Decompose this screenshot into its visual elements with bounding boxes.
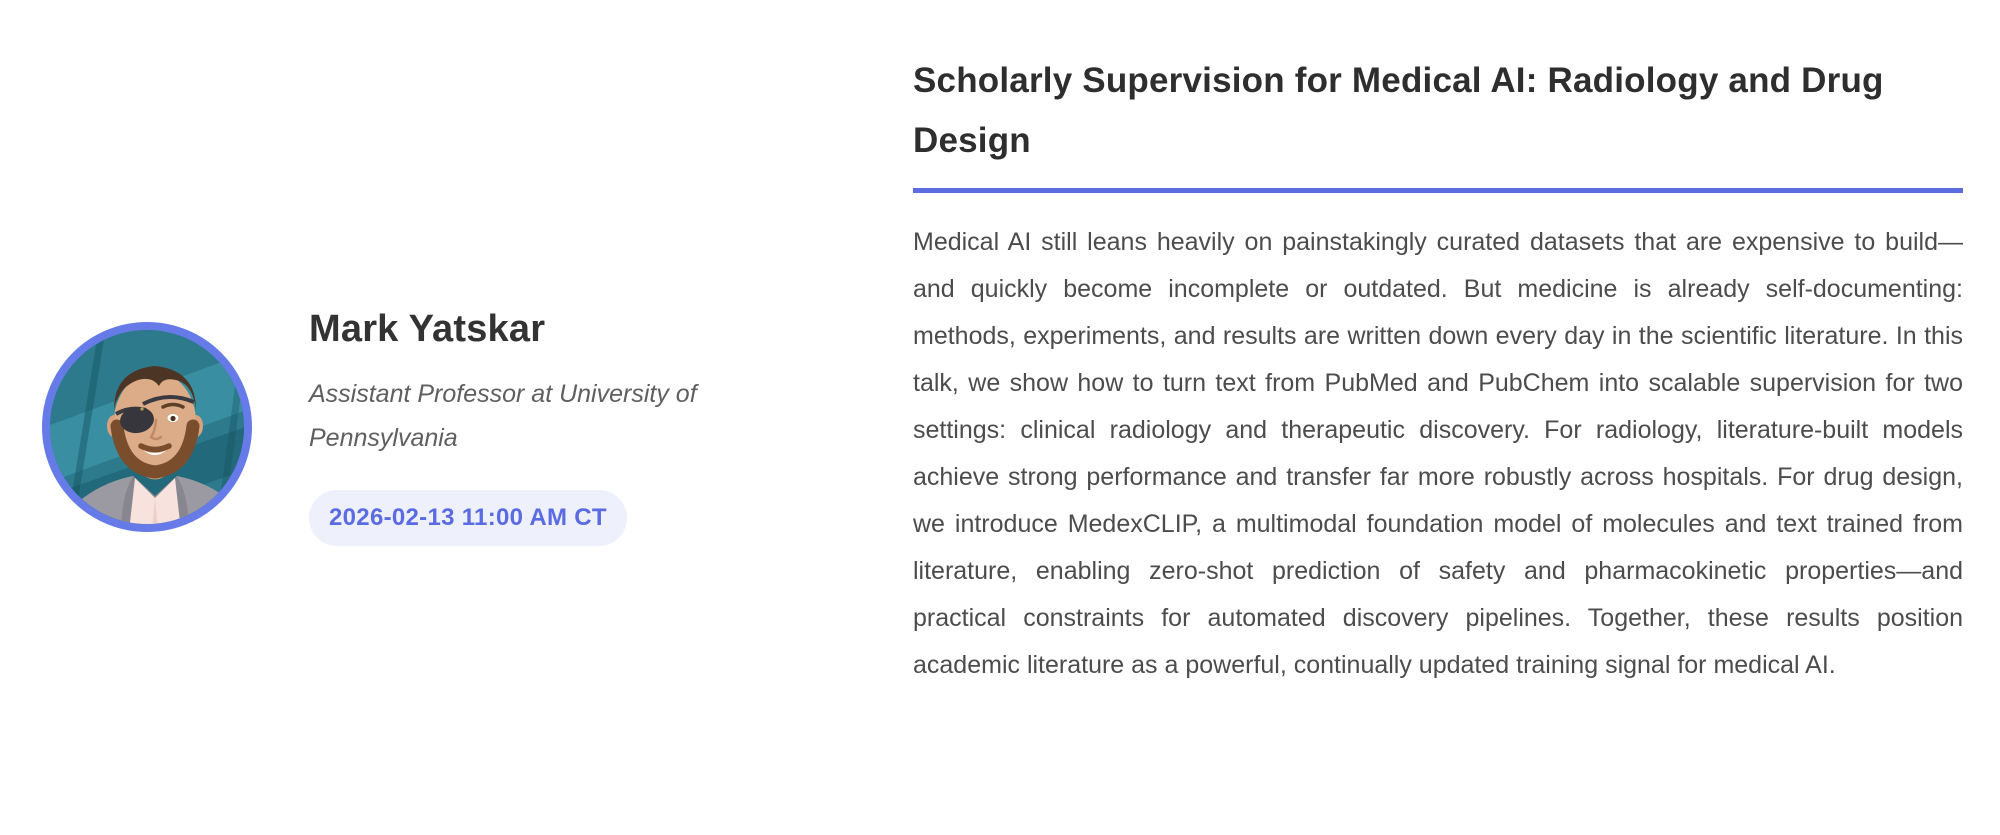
speaker-info: [309, 307, 779, 547]
speaker-portrait-image: [50, 330, 252, 532]
talk-section: [913, 0, 2000, 835]
talk-title: Scholarly Supervision for Medical AI: Radiology and Drug Design: [913, 61, 1884, 160]
speaker-name: Mark Yatskar: [309, 307, 546, 350]
title-underline-rule: [913, 188, 1963, 193]
speaker-avatar: [42, 322, 252, 532]
speaker-affiliation: Assistant Professor at University of Pennsylvania: [309, 380, 697, 453]
talk-datetime-badge: 2026-02-13 11:00 AM CT: [309, 490, 627, 546]
speaker-card: [0, 0, 913, 835]
talk-abstract: Medical AI still leans heavily on painstakingly curated datasets that are expensive to build—and quickly become incomplete or outdated. But medicine is already self-documenting: methods, experiments, and results are written down every day in the scientific literature. In this talk, we show how to turn text from PubMed and PubChem into scalable supervision for two settings: clinical radiology and therapeutic discovery. For radiology, literature-built models achieve strong performance and transfer far more robustly across hospitals. For drug design, we introduce MedexCLIP, a multimodal foundation model of molecules and text trained from literature, enabling zero-shot prediction of safety and pharmacokinetic properties—and practical constraints for automated discovery pipelines. Together, these results position academic literature as a powerful, continually updated training signal for medical AI.: [913, 228, 1963, 679]
